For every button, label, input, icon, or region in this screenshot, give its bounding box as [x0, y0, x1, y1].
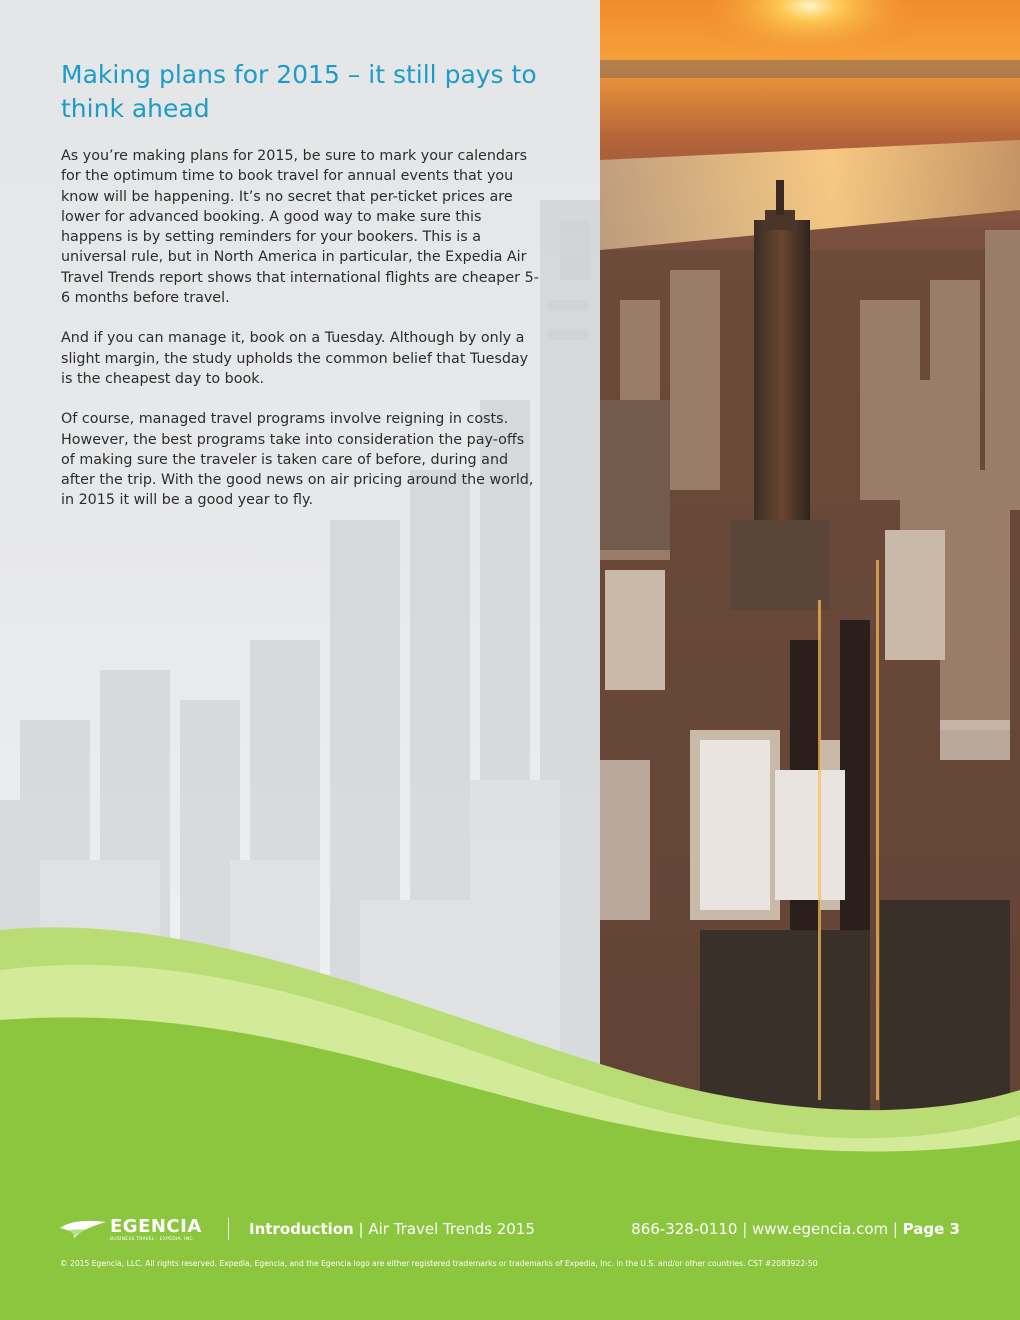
- footer-contact: [631, 1220, 960, 1238]
- footer-section-rest: | Air Travel Trends 2015: [353, 1220, 535, 1238]
- footer-section-bold: Introduction: [249, 1220, 354, 1238]
- article: [61, 58, 541, 511]
- egencia-wing-icon: [60, 1218, 106, 1240]
- article-paragraph-1: As you’re making plans for 2015, be sure to mark your calendars for the optimum time to book travel for annual events that you know will be happening. It’s no secret that per-ticket prices are lower for advanced booking. A good way to make sure this happens is by setting reminders for your bookers. This is a universal rule, but in North America in particular, the Expedia Air Travel Trends report shows that international flights are cheaper 5-6 months before travel.: [61, 148, 539, 307]
- footer-section-title: [249, 1220, 535, 1238]
- logo-wordmark: EGENCIA: [110, 1216, 202, 1237]
- egencia-logo[interactable]: [60, 1216, 212, 1246]
- article-paragraph-2: And if you can manage it, book on a Tuesday. Although by only a slight margin, the study upholds the common belief that Tuesday is the cheapest day to book.: [61, 330, 529, 387]
- footer-divider: [228, 1218, 229, 1240]
- legal-notice: © 2015 Egencia, LLC. All rights reserved. Expedia, Egencia, and the Egencia logo are either registered trademarks or trademarks of Expedia, Inc. in the U.S. and/or other countries. CST #2083922-50: [60, 1259, 818, 1268]
- article-paragraph-3: Of course, managed travel programs involve reigning in costs. However, the best programs take into consideration the pay-offs of making sure the traveler is taken care of before, during and after the trip. With the good news on air pricing around the world, in 2015 it will be a good year to fly.: [61, 411, 534, 509]
- footer: [0, 1212, 1020, 1252]
- page-number: Page 3: [902, 1220, 960, 1238]
- footer-contact-text: 866-328-0110 | www.egencia.com |: [631, 1220, 903, 1238]
- logo-tagline: BUSINESS TRAVEL · EXPEDIA, INC.: [110, 1237, 195, 1242]
- green-wave-band: [0, 900, 1020, 1320]
- article-title: Making plans for 2015 – it still pays to think ahead: [61, 60, 537, 123]
